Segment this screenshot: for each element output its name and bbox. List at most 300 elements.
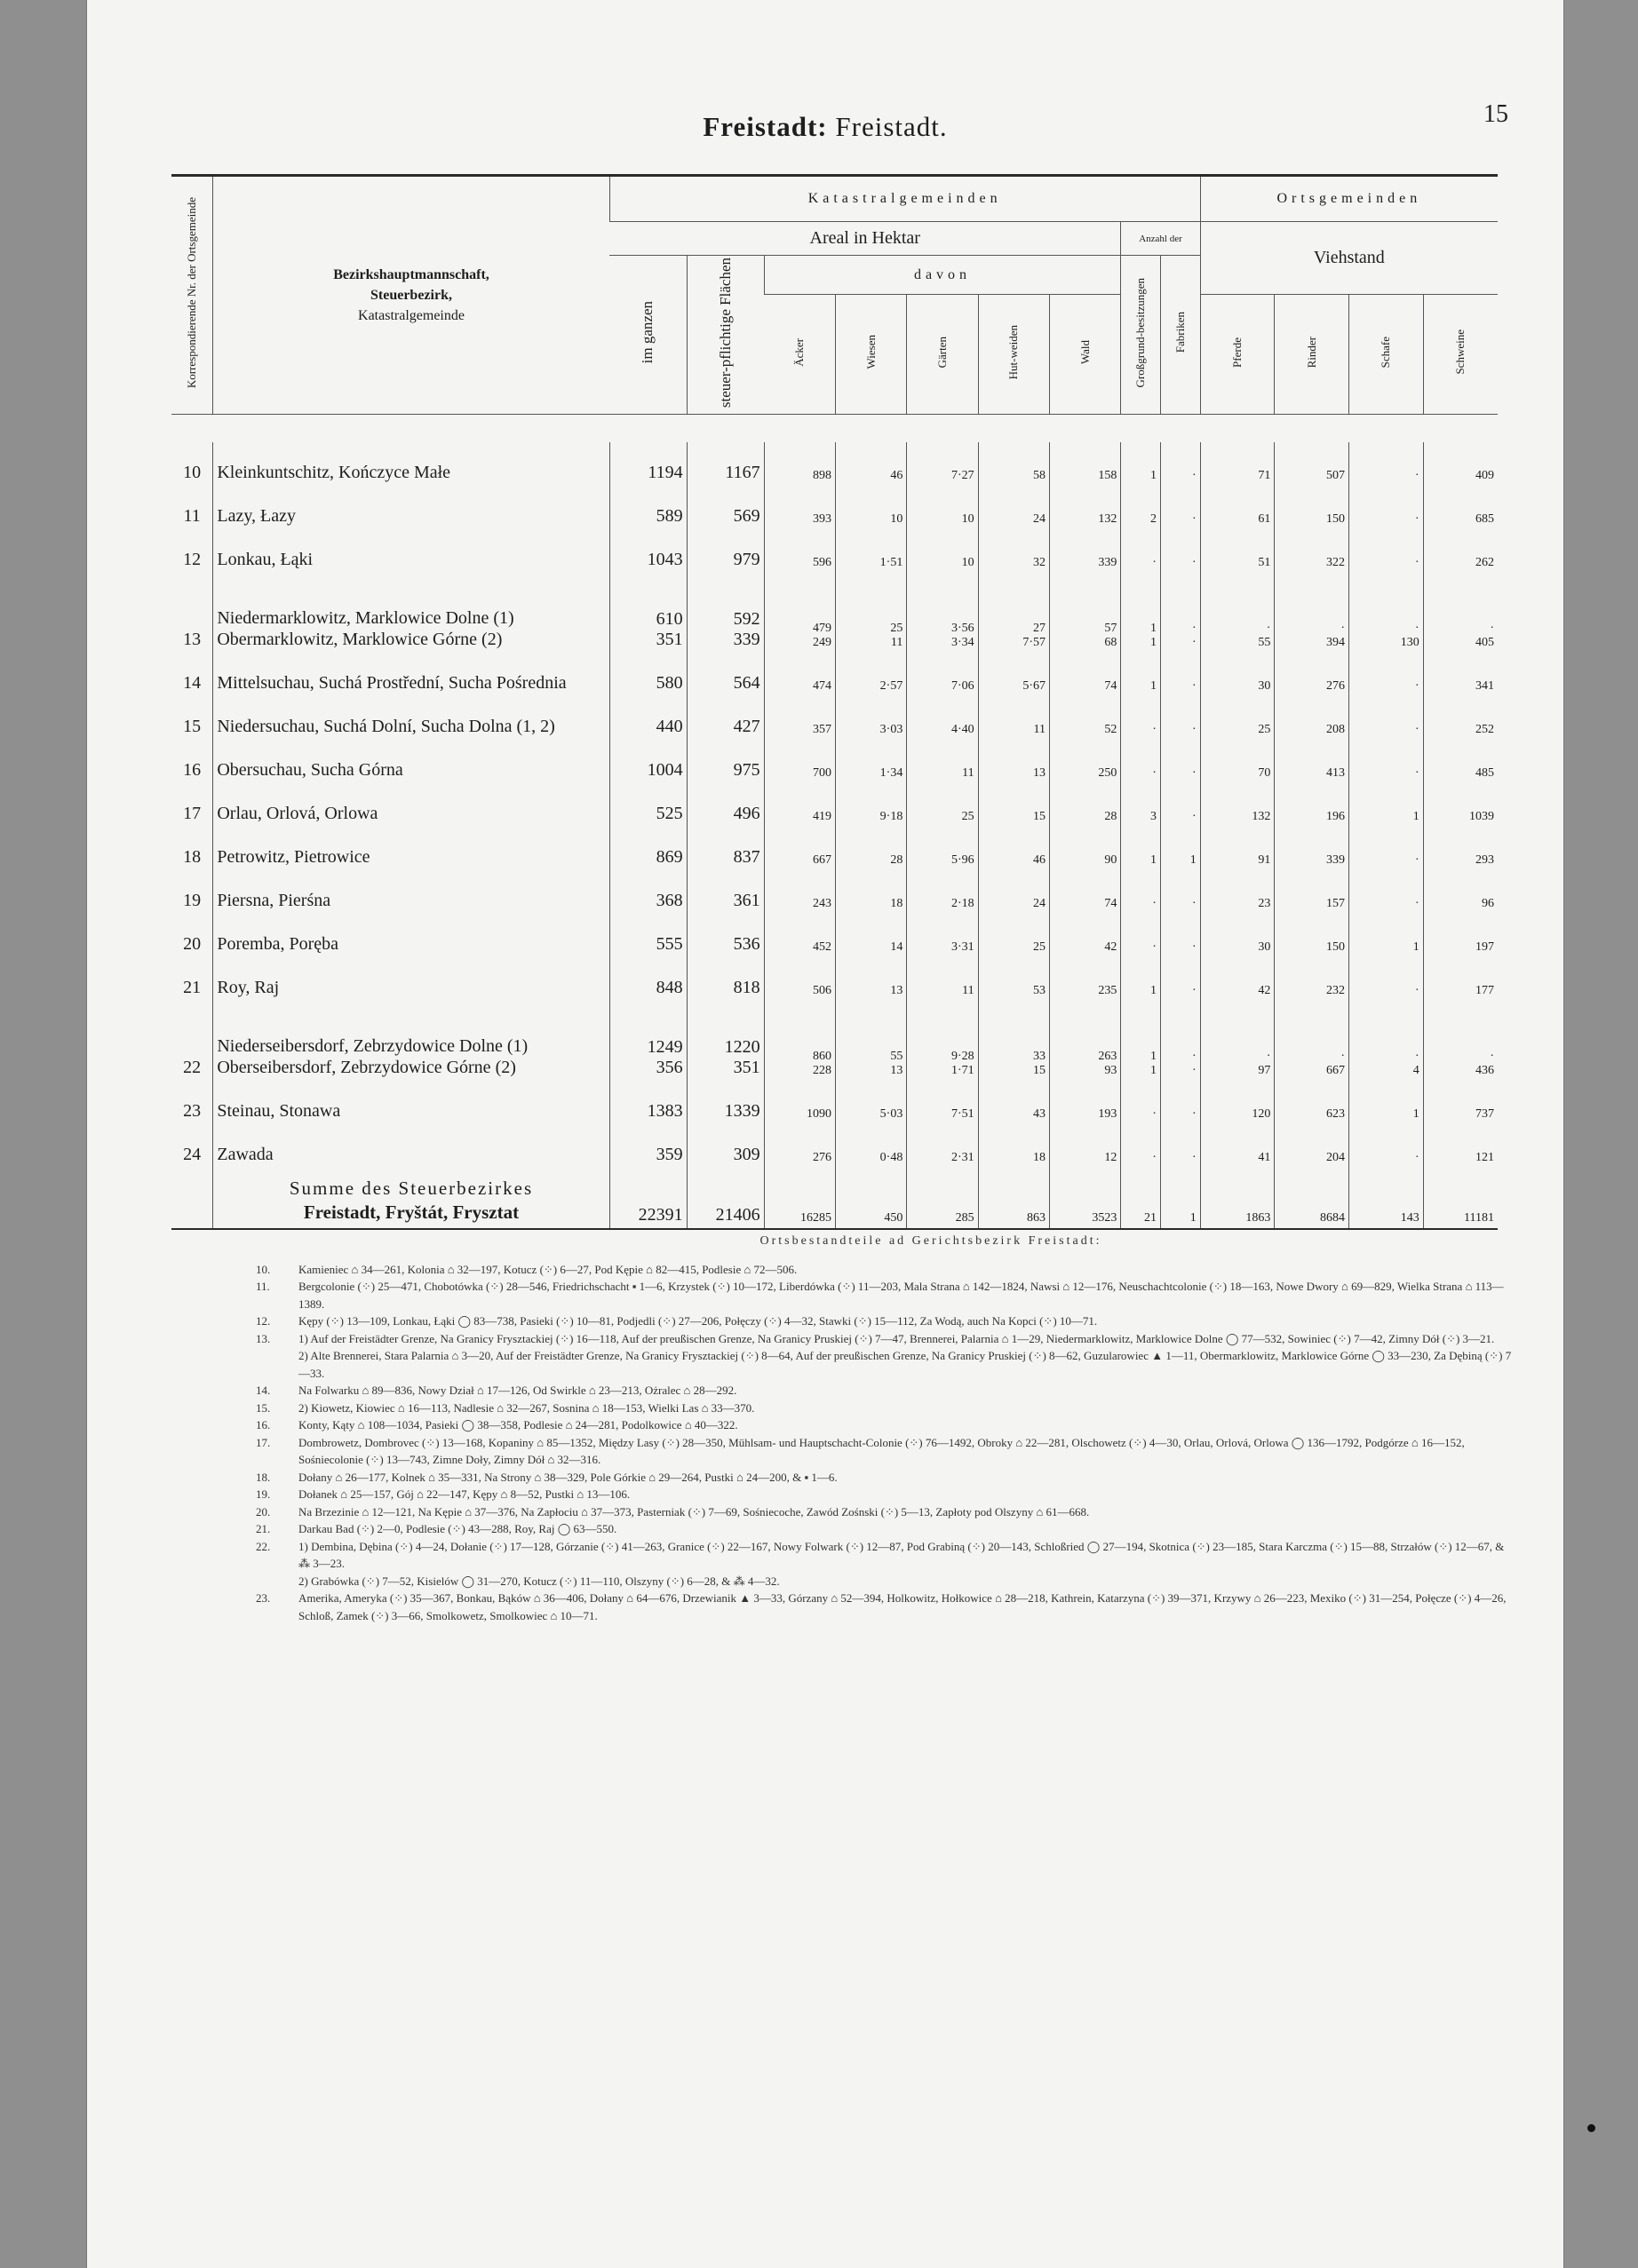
cell-fabr: · bbox=[1160, 486, 1200, 529]
row-nr: 12 bbox=[183, 550, 202, 569]
cell-hut: 15 bbox=[978, 783, 1049, 827]
table-row bbox=[171, 696, 1498, 740]
footnote-number: 20. bbox=[256, 1504, 271, 1519]
cell-wiesen: 1·34 bbox=[836, 740, 907, 783]
cell-hut: 18 bbox=[978, 1124, 1049, 1168]
cell-ganz: 869 bbox=[609, 827, 687, 870]
cell-hut: 58 bbox=[978, 442, 1049, 486]
footnote-text: Dołany ⌂ 26—177, Kolnek ⌂ 35—331, Na Strony ⌂ 38—329, Pole Górkie ⌂ 29—264, Pustki ⌂ 24—200, & ▪ 1—6. bbox=[298, 1470, 838, 1484]
summary-pferde: 1863 bbox=[1200, 1168, 1275, 1229]
summary-gaerten: 285 bbox=[907, 1168, 978, 1229]
footnote-number bbox=[256, 1347, 298, 1382]
row-name: Lazy, Łazy bbox=[213, 486, 609, 529]
cell-fabr: · · bbox=[1160, 573, 1200, 653]
cell-schafe: 1 bbox=[1349, 1081, 1424, 1124]
page-title bbox=[87, 111, 1563, 143]
cell-schafe: 1 bbox=[1349, 783, 1424, 827]
cell-wiesen: 9·18 bbox=[836, 783, 907, 827]
table-row bbox=[171, 653, 1498, 696]
cell-steuer: 1339 bbox=[687, 1081, 764, 1124]
row-nr: 16 bbox=[183, 760, 202, 780]
header-katastralgemeinden: Katastralgemeinden bbox=[609, 176, 1200, 222]
cell-schafe: · 4 bbox=[1349, 1001, 1424, 1081]
footnote bbox=[256, 1330, 1517, 1348]
cell-schweine: 121 bbox=[1423, 1124, 1498, 1168]
cell-pferde: · 55 bbox=[1200, 573, 1275, 653]
footnote-text: Darkau Bad (⁘) 2—0, Podlesie (⁘) 43—288, Roy, Raj ◯ 63—550. bbox=[298, 1522, 617, 1535]
cell-wald: 90 bbox=[1049, 827, 1120, 870]
cell-wiesen: 55 13 bbox=[836, 1001, 907, 1081]
header-steuerpflichtige: steuer-pflichtige Flächen bbox=[687, 256, 764, 415]
summary-hut: 863 bbox=[978, 1168, 1049, 1229]
footnote bbox=[256, 1312, 1517, 1330]
cell-gross: 1 1 bbox=[1121, 573, 1161, 653]
header-davon: davon bbox=[764, 256, 1121, 295]
table-row bbox=[171, 1124, 1498, 1168]
cell-aecker: 479 249 bbox=[764, 573, 835, 653]
cell-schweine: 409 bbox=[1423, 442, 1498, 486]
cell-schafe: · bbox=[1349, 1124, 1424, 1168]
cell-gaerten: 2·18 bbox=[907, 870, 978, 914]
cell-gaerten: 5·96 bbox=[907, 827, 978, 870]
row-nr: 19 bbox=[183, 891, 202, 910]
header-wald: Wald bbox=[1049, 295, 1120, 415]
header-rinder: Rinder bbox=[1275, 295, 1349, 415]
cell-hut: 46 bbox=[978, 827, 1049, 870]
cell-rinder: 507 bbox=[1275, 442, 1349, 486]
cell-wald: 57 68 bbox=[1049, 573, 1120, 653]
cell-hut: 24 bbox=[978, 486, 1049, 529]
cell-pferde: 51 bbox=[1200, 529, 1275, 573]
cell-wald: 263 93 bbox=[1049, 1001, 1120, 1081]
summary-wiesen: 450 bbox=[836, 1168, 907, 1229]
row-name: Lonkau, Łąki bbox=[213, 529, 609, 573]
summary-row bbox=[171, 1168, 1498, 1229]
cell-hut: 25 bbox=[978, 914, 1049, 957]
cell-pferde: 25 bbox=[1200, 696, 1275, 740]
cell-schafe: · bbox=[1349, 486, 1424, 529]
cell-wiesen: 0·48 bbox=[836, 1124, 907, 1168]
cell-gaerten: 25 bbox=[907, 783, 978, 827]
cell-hut: 32 bbox=[978, 529, 1049, 573]
row-nr: 22 bbox=[183, 1058, 202, 1077]
cell-wiesen: 5·03 bbox=[836, 1081, 907, 1124]
cell-aecker: 596 bbox=[764, 529, 835, 573]
cell-gaerten: 7·06 bbox=[907, 653, 978, 696]
cell-rinder: 157 bbox=[1275, 870, 1349, 914]
cell-ganz: 1383 bbox=[609, 1081, 687, 1124]
cell-fabr: · bbox=[1160, 696, 1200, 740]
cell-gaerten: 10 bbox=[907, 486, 978, 529]
cell-schafe: · 130 bbox=[1349, 573, 1424, 653]
footnote bbox=[256, 1538, 1517, 1573]
footnote bbox=[256, 1278, 1517, 1312]
cell-rinder: 208 bbox=[1275, 696, 1349, 740]
footnote-text: 2) Grabówka (⁘) 7—52, Kisielów ◯ 31—270, Kotucz (⁘) 11—110, Olszyny (⁘) 6—28, & ⁂ 4—32. bbox=[298, 1574, 780, 1588]
footnote bbox=[256, 1590, 1517, 1624]
cell-fabr: · bbox=[1160, 442, 1200, 486]
footnote-number: 19. bbox=[256, 1487, 271, 1501]
cell-schweine: 252 bbox=[1423, 696, 1498, 740]
cell-gross: · bbox=[1121, 1081, 1161, 1124]
footnote-text: 2) Kiowetz, Kiowiec ⌂ 16—113, Nadlesie ⌂ 32—267, Sosnina ⌂ 18—153, Wielki Las ⌂ 33—370. bbox=[298, 1400, 755, 1415]
cell-steuer: 309 bbox=[687, 1124, 764, 1168]
cell-steuer: 818 bbox=[687, 957, 764, 1001]
summary-aecker: 16285 bbox=[764, 1168, 835, 1229]
cell-aecker: 419 bbox=[764, 783, 835, 827]
cell-hut: 5·67 bbox=[978, 653, 1049, 696]
cell-pferde: 70 bbox=[1200, 740, 1275, 783]
footnote-text: Bergcolonie (⁘) 25—471, Chobotówka (⁘) 28—546, Friedrichschacht ▪ 1—6, Krzystek (⁘) 10—172, Liberdówka (⁘) 11—203, Mala Strana ⌂ 142—1824, Nawsi ⌂ 12—176, Neuschachtcolonie (⁘) 18—163, Nowe Dwory ⌂ 69—829, Wielka Strana ⌂ 113—1389. bbox=[298, 1280, 1504, 1311]
cell-schweine: 1039 bbox=[1423, 783, 1498, 827]
footnote-number bbox=[256, 1573, 298, 1590]
cell-ganz: 525 bbox=[609, 783, 687, 827]
cell-rinder: 276 bbox=[1275, 653, 1349, 696]
cell-gross: · bbox=[1121, 696, 1161, 740]
cell-gross: · bbox=[1121, 1124, 1161, 1168]
cell-wald: 339 bbox=[1049, 529, 1120, 573]
header-gaerten: Gärten bbox=[907, 295, 978, 415]
cell-schafe: · bbox=[1349, 653, 1424, 696]
cell-ganz: 610 351 bbox=[609, 573, 687, 653]
cell-steuer: 564 bbox=[687, 653, 764, 696]
cell-gaerten: 7·51 bbox=[907, 1081, 978, 1124]
cadastral-table bbox=[171, 174, 1498, 1230]
cell-steuer: 496 bbox=[687, 783, 764, 827]
table-row bbox=[171, 914, 1498, 957]
cell-hut: 13 bbox=[978, 740, 1049, 783]
cell-gross: · bbox=[1121, 870, 1161, 914]
cell-wald: 193 bbox=[1049, 1081, 1120, 1124]
header-ortsgemeinden: Ortsgemeinden bbox=[1200, 176, 1498, 222]
footnote-text: Kępy (⁘) 13—109, Lonkau, Łąki ◯ 83—738, Pasieki (⁘) 10—81, Podjedli (⁘) 27—206, Połęczy (⁘) 4—32, Stawki (⁘) 15—112, Za Wodą, auch Na Kopci (⁘) 10—71. bbox=[298, 1314, 1098, 1328]
header-grossgrund: Großgrund-besitzungen bbox=[1121, 256, 1161, 415]
cell-schafe: 1 bbox=[1349, 914, 1424, 957]
row-nr: 24 bbox=[183, 1145, 202, 1164]
footnote bbox=[256, 1416, 1517, 1434]
cell-gaerten: 9·28 1·71 bbox=[907, 1001, 978, 1081]
cell-wiesen: 1·51 bbox=[836, 529, 907, 573]
table-row bbox=[171, 573, 1498, 653]
cell-rinder: 150 bbox=[1275, 914, 1349, 957]
cell-schweine: 685 bbox=[1423, 486, 1498, 529]
cell-gross: · bbox=[1121, 914, 1161, 957]
footnote bbox=[256, 1347, 1517, 1382]
stray-mark bbox=[1587, 2124, 1595, 2132]
cell-gross: 1 bbox=[1121, 827, 1161, 870]
cell-schweine: 262 bbox=[1423, 529, 1498, 573]
page-number: 15 bbox=[1483, 100, 1508, 128]
cell-rinder: 413 bbox=[1275, 740, 1349, 783]
table-row bbox=[171, 957, 1498, 1001]
row-name: Niedersuchau, Suchá Dolní, Sucha Dolna (1, 2) bbox=[213, 696, 609, 740]
header-im-ganzen: im ganzen bbox=[609, 256, 687, 415]
row-name: Obersuchau, Sucha Górna bbox=[213, 740, 609, 783]
cell-gaerten: 3·56 3·34 bbox=[907, 573, 978, 653]
row-name: Zawada bbox=[213, 1124, 609, 1168]
cell-hut: 53 bbox=[978, 957, 1049, 1001]
scanned-page bbox=[87, 0, 1563, 2268]
footnote-text: Na Folwarku ⌂ 89—836, Nowy Dział ⌂ 17—126, Od Swirkle ⌂ 23—213, Ożralec ⌂ 28—292. bbox=[298, 1384, 737, 1397]
cell-steuer: 1220 351 bbox=[687, 1001, 764, 1081]
cell-schafe: · bbox=[1349, 740, 1424, 783]
summary-ganz: 22391 bbox=[609, 1168, 687, 1229]
cell-rinder: 623 bbox=[1275, 1081, 1349, 1124]
cell-gross: · bbox=[1121, 529, 1161, 573]
cell-rinder: 232 bbox=[1275, 957, 1349, 1001]
header-fabriken: Fabriken bbox=[1160, 256, 1200, 415]
footnote-number: 12. bbox=[256, 1314, 271, 1328]
cell-gross: 1 1 bbox=[1121, 1001, 1161, 1081]
cell-pferde: 91 bbox=[1200, 827, 1275, 870]
cell-ganz: 1249 356 bbox=[609, 1001, 687, 1081]
cell-aecker: 667 bbox=[764, 827, 835, 870]
cell-gross: 3 bbox=[1121, 783, 1161, 827]
cell-wiesen: 18 bbox=[836, 870, 907, 914]
footnote-text: Konty, Kąty ⌂ 108—1034, Pasieki ◯ 38—358, Podlesie ⌂ 24—281, Podolkowice ⌂ 40—322. bbox=[298, 1418, 738, 1431]
cell-schweine: 197 bbox=[1423, 914, 1498, 957]
row-name: Niederseibersdorf, Zebrzydowice Dolne (1) Oberseibersdorf, Zebrzydowice Górne (2) bbox=[213, 1001, 609, 1081]
cell-ganz: 1004 bbox=[609, 740, 687, 783]
cell-steuer: 569 bbox=[687, 486, 764, 529]
footnote-text: Amerika, Ameryka (⁘) 35—367, Bonkau, Bąków ⌂ 36—406, Dołany ⌂ 64—676, Drzewianik ▲ 3—33, Górzany ⌂ 52—394, Holkowitz, Hołkowice ⌂ 28—218, Kathrein, Katarzyna (⁘) 39—371, Krzywy ⌂ 26—223, Mexiko (⁘) 31—254, Połęcze (⁘) 4—26, Schloß, Zamek (⁘) 3—66, Smolkowetz, Smolkowiec ⌂ 10—71. bbox=[298, 1591, 1507, 1622]
footnote bbox=[256, 1503, 1517, 1521]
row-name: Roy, Raj bbox=[213, 957, 609, 1001]
cell-gross: 1 bbox=[1121, 653, 1161, 696]
cell-schweine: 96 bbox=[1423, 870, 1498, 914]
cell-fabr: · bbox=[1160, 740, 1200, 783]
cell-wiesen: 14 bbox=[836, 914, 907, 957]
row-name: Poremba, Poręba bbox=[213, 914, 609, 957]
cell-pferde: 120 bbox=[1200, 1081, 1275, 1124]
footnote-number: 11. bbox=[256, 1280, 270, 1293]
cell-aecker: 506 bbox=[764, 957, 835, 1001]
cell-wald: 250 bbox=[1049, 740, 1120, 783]
cell-fabr: · bbox=[1160, 783, 1200, 827]
row-name: Petrowitz, Pietrowice bbox=[213, 827, 609, 870]
footnote bbox=[256, 1486, 1517, 1503]
cell-schweine: 293 bbox=[1423, 827, 1498, 870]
cell-wiesen: 2·57 bbox=[836, 653, 907, 696]
footnote bbox=[256, 1573, 1517, 1590]
footnote-number: 22. bbox=[256, 1539, 271, 1553]
footnote-number: 21. bbox=[256, 1522, 271, 1535]
cell-steuer: 536 bbox=[687, 914, 764, 957]
footnote bbox=[256, 1434, 1517, 1469]
summary-fabr: 1 bbox=[1160, 1168, 1200, 1229]
row-nr: 11 bbox=[183, 506, 201, 526]
cell-schafe: · bbox=[1349, 957, 1424, 1001]
cell-steuer: 592 339 bbox=[687, 573, 764, 653]
row-name: Kleinkuntschitz, Kończyce Małe bbox=[213, 442, 609, 486]
row-nr: 23 bbox=[183, 1101, 202, 1121]
cell-aecker: 243 bbox=[764, 870, 835, 914]
cell-wald: 74 bbox=[1049, 870, 1120, 914]
cell-schafe: · bbox=[1349, 529, 1424, 573]
cell-pferde: 23 bbox=[1200, 870, 1275, 914]
cell-gaerten: 11 bbox=[907, 740, 978, 783]
cell-steuer: 979 bbox=[687, 529, 764, 573]
cell-rinder: 204 bbox=[1275, 1124, 1349, 1168]
row-name: Steinau, Stonawa bbox=[213, 1081, 609, 1124]
row-nr: 10 bbox=[183, 463, 202, 482]
cell-aecker: 700 bbox=[764, 740, 835, 783]
footnote-text: Na Brzezinie ⌂ 12—121, Na Kępie ⌂ 37—376, Na Zapłociu ⌂ 37—373, Pasterniak (⁘) 7—69, Sośniecoche, Zawód Zośnski (⁘) 5—13, Zapłoty pod Olszyny ⌂ 61—668. bbox=[298, 1504, 1090, 1519]
footnote-text: Dołanek ⌂ 25—157, Gój ⌂ 22—147, Kępy ⌂ 8—52, Pustki ⌂ 13—106. bbox=[298, 1487, 631, 1501]
cell-hut: 11 bbox=[978, 696, 1049, 740]
footnotes bbox=[256, 1233, 1517, 1624]
cell-pferde: 61 bbox=[1200, 486, 1275, 529]
summary-steuer: 21406 bbox=[687, 1168, 764, 1229]
row-nr: 21 bbox=[183, 978, 202, 997]
cell-rinder: 150 bbox=[1275, 486, 1349, 529]
cell-schweine: 177 bbox=[1423, 957, 1498, 1001]
cell-steuer: 975 bbox=[687, 740, 764, 783]
footnote-text: 1) Auf der Freistädter Grenze, Na Granicy Frysztackiej (⁘) 16—118, Auf der preußischen Grenze, Na Granicy Pruskiej (⁘) 7—47, Brennerei, Palarnia ⌂ 1—29, Niedermarklowitz, Marklowice Dolne ◯ 77—532, Sowiniec (⁘) 7—42, Zimny Dół (⁘) 3—21. bbox=[298, 1331, 1495, 1345]
footnote-number: 14. bbox=[256, 1384, 271, 1397]
footnote-number: 17. bbox=[256, 1435, 271, 1449]
cell-wald: 12 bbox=[1049, 1124, 1120, 1168]
footnote-text: 1) Dembina, Dębina (⁘) 4—24, Dołanie (⁘) 17—128, Górzanie (⁘) 41—263, Granice (⁘) 22—167, Nowy Folwark (⁘) 12—87, Pod Grabiną (⁘) 20—143, Schloßried ◯ 27—194, Skotnica (⁘) 23—185, Stara Karczma (⁘) 15—88, Strzałów (⁘) 12—67, & ⁂ 3—23. bbox=[298, 1539, 1505, 1570]
cell-wald: 235 bbox=[1049, 957, 1120, 1001]
title-bold: Freistadt: bbox=[703, 111, 828, 142]
cell-wald: 158 bbox=[1049, 442, 1120, 486]
summary-gross: 21 bbox=[1121, 1168, 1161, 1229]
cell-aecker: 357 bbox=[764, 696, 835, 740]
cell-pferde: 132 bbox=[1200, 783, 1275, 827]
table-row bbox=[171, 870, 1498, 914]
cell-fabr: · bbox=[1160, 529, 1200, 573]
cell-gaerten: 3·31 bbox=[907, 914, 978, 957]
cell-rinder: 339 bbox=[1275, 827, 1349, 870]
cell-wald: 52 bbox=[1049, 696, 1120, 740]
cell-schweine: · 405 bbox=[1423, 573, 1498, 653]
cell-aecker: 393 bbox=[764, 486, 835, 529]
footnote bbox=[256, 1400, 1517, 1417]
cell-rinder: 322 bbox=[1275, 529, 1349, 573]
cell-wiesen: 46 bbox=[836, 442, 907, 486]
cell-ganz: 368 bbox=[609, 870, 687, 914]
cell-pferde: · 97 bbox=[1200, 1001, 1275, 1081]
cell-gross: · bbox=[1121, 740, 1161, 783]
cell-gaerten: 10 bbox=[907, 529, 978, 573]
cell-schweine: · 436 bbox=[1423, 1001, 1498, 1081]
cell-schafe: · bbox=[1349, 827, 1424, 870]
row-nr: 17 bbox=[183, 804, 202, 823]
cell-aecker: 898 bbox=[764, 442, 835, 486]
cell-aecker: 860 228 bbox=[764, 1001, 835, 1081]
cell-rinder: · 394 bbox=[1275, 573, 1349, 653]
cell-fabr: · bbox=[1160, 870, 1200, 914]
cell-ganz: 1194 bbox=[609, 442, 687, 486]
header-wiesen: Wiesen bbox=[836, 295, 907, 415]
cell-ganz: 589 bbox=[609, 486, 687, 529]
table-row bbox=[171, 442, 1498, 486]
cell-gaerten: 11 bbox=[907, 957, 978, 1001]
cell-schafe: · bbox=[1349, 696, 1424, 740]
summary-rinder: 8684 bbox=[1275, 1168, 1349, 1229]
header-pferde: Pferde bbox=[1200, 295, 1275, 415]
cell-gross: 1 bbox=[1121, 957, 1161, 1001]
header-district: Bezirkshauptmannschaft, Steuerbezirk, Katastralgemeinde bbox=[213, 176, 609, 415]
footnote-number: 10. bbox=[256, 1262, 271, 1276]
cell-pferde: 41 bbox=[1200, 1124, 1275, 1168]
footnote-number: 18. bbox=[256, 1470, 271, 1484]
footnote-number: 16. bbox=[256, 1418, 271, 1431]
table-row bbox=[171, 740, 1498, 783]
cell-gaerten: 7·27 bbox=[907, 442, 978, 486]
cell-fabr: 1 bbox=[1160, 827, 1200, 870]
cell-steuer: 361 bbox=[687, 870, 764, 914]
cell-gross: 1 bbox=[1121, 442, 1161, 486]
header-nr: Korrespondierende Nr. der Ortsgemeinde bbox=[171, 176, 213, 415]
table-row bbox=[171, 783, 1498, 827]
footnote-number: 23. bbox=[256, 1591, 271, 1605]
header-anzahl: Anzahl der bbox=[1121, 222, 1200, 256]
cell-ganz: 580 bbox=[609, 653, 687, 696]
header-aecker: Äcker bbox=[764, 295, 835, 415]
table-row bbox=[171, 1081, 1498, 1124]
cell-wiesen: 25 11 bbox=[836, 573, 907, 653]
cell-wiesen: 10 bbox=[836, 486, 907, 529]
footnotes-list bbox=[256, 1261, 1517, 1625]
header-schafe: Schafe bbox=[1349, 295, 1424, 415]
cell-gross: 2 bbox=[1121, 486, 1161, 529]
cell-aecker: 1090 bbox=[764, 1081, 835, 1124]
footnote-number: 15. bbox=[256, 1400, 271, 1415]
cell-pferde: 30 bbox=[1200, 653, 1275, 696]
cell-fabr: · bbox=[1160, 957, 1200, 1001]
cell-rinder: 196 bbox=[1275, 783, 1349, 827]
cell-pferde: 30 bbox=[1200, 914, 1275, 957]
cell-ganz: 848 bbox=[609, 957, 687, 1001]
cell-wiesen: 3·03 bbox=[836, 696, 907, 740]
row-nr: 15 bbox=[183, 717, 202, 736]
cell-aecker: 452 bbox=[764, 914, 835, 957]
cell-steuer: 427 bbox=[687, 696, 764, 740]
cell-steuer: 837 bbox=[687, 827, 764, 870]
row-nr: 14 bbox=[183, 673, 202, 693]
cell-ganz: 440 bbox=[609, 696, 687, 740]
footnotes-title: Ortsbestandteile ad Gerichtsbezirk Freistadt: bbox=[759, 1234, 1102, 1248]
cell-hut: 27 7·57 bbox=[978, 573, 1049, 653]
cell-aecker: 276 bbox=[764, 1124, 835, 1168]
cell-pferde: 71 bbox=[1200, 442, 1275, 486]
spacer-row bbox=[171, 415, 1498, 443]
footnote bbox=[256, 1520, 1517, 1538]
cell-wald: 28 bbox=[1049, 783, 1120, 827]
table-body bbox=[171, 415, 1498, 1229]
footnote-number: 13. bbox=[256, 1331, 271, 1345]
footnote bbox=[256, 1469, 1517, 1487]
cell-schafe: · bbox=[1349, 442, 1424, 486]
footnote bbox=[256, 1382, 1517, 1400]
cell-schweine: 737 bbox=[1423, 1081, 1498, 1124]
footnote-text: Kamieniec ⌂ 34—261, Kolonia ⌂ 32—197, Kotucz (⁘) 6—27, Pod Kępie ⌂ 82—415, Podlesie ⌂ 72—506. bbox=[298, 1262, 798, 1276]
cell-wald: 74 bbox=[1049, 653, 1120, 696]
cell-fabr: · · bbox=[1160, 1001, 1200, 1081]
row-name: Orlau, Orlová, Orlowa bbox=[213, 783, 609, 827]
cell-schafe: · bbox=[1349, 870, 1424, 914]
summary-schweine: 11181 bbox=[1423, 1168, 1498, 1229]
row-name: Piersna, Pierśna bbox=[213, 870, 609, 914]
cell-wiesen: 28 bbox=[836, 827, 907, 870]
row-name: Niedermarklowitz, Marklowice Dolne (1) Obermarklowitz, Marklowice Górne (2) bbox=[213, 573, 609, 653]
table-row bbox=[171, 827, 1498, 870]
summary-wald: 3523 bbox=[1049, 1168, 1120, 1229]
title-rest: Freistadt. bbox=[835, 111, 948, 142]
footnote-text: Dombrowetz, Dombrovec (⁘) 13—168, Kopaniny ⌂ 85—1352, Między Lasy (⁘) 28—350, Mühlsam- und Hauptschacht-Colonie (⁘) 76—1492, Obroky ⌂ 22—281, Olschowetz (⁘) 4—30, Orlau, Orlová, Orlowa ◯ 136—1792, Podgórze ⌂ 16—152, Sośniecolonie (⁘) 13—743, Zimne Doły, Zimny Dół ⌂ 32—316. bbox=[298, 1435, 1465, 1466]
